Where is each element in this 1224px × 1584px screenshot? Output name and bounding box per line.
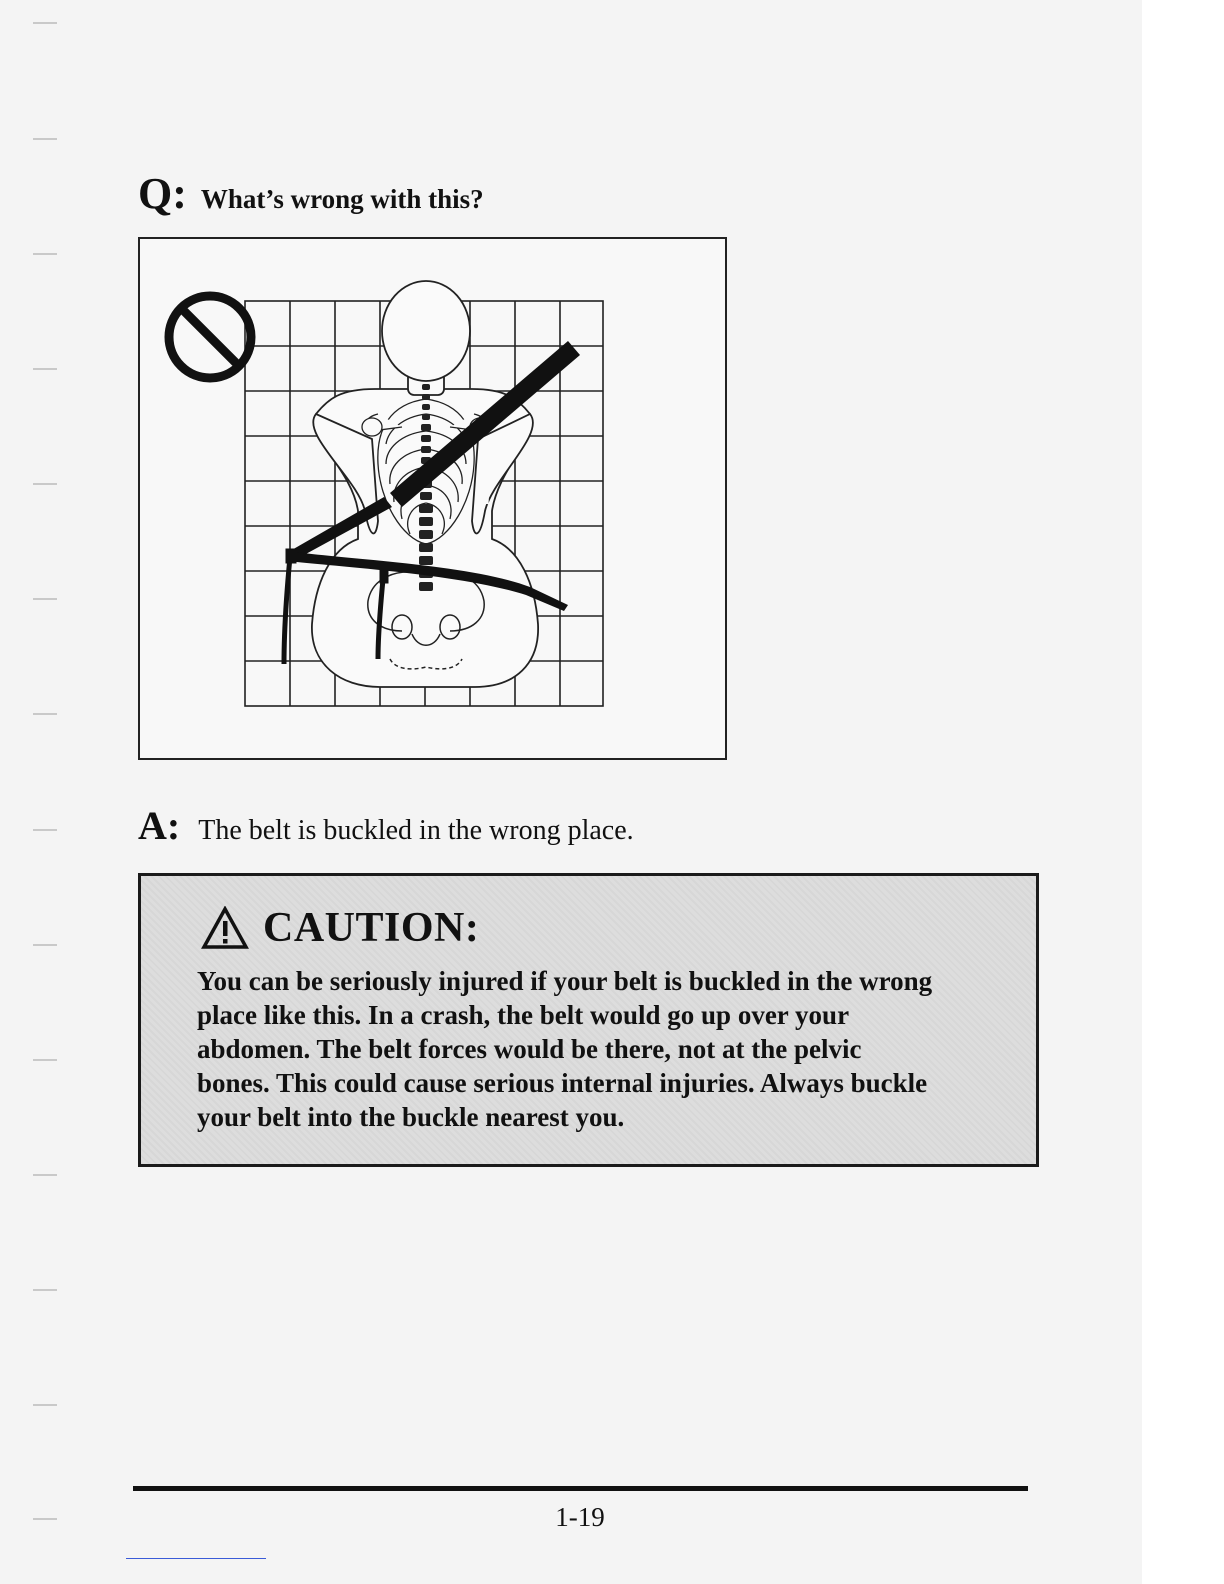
seatbelt-illustration: [138, 237, 727, 760]
margin-tick: [33, 483, 57, 485]
margin-tick: [33, 829, 57, 831]
question-text: What’s wrong with this?: [200, 184, 484, 214]
margin-tick: [33, 368, 57, 370]
caution-title: CAUTION:: [263, 905, 480, 951]
caution-text: [197, 964, 997, 1134]
link-underline[interactable]: [126, 1558, 266, 1559]
no-symbol-icon: [169, 296, 251, 378]
margin-tick: [33, 22, 57, 24]
margin-tick: [33, 598, 57, 600]
margin-tick: [33, 1404, 57, 1406]
margin-tick: [33, 1289, 57, 1291]
margin-tick: [33, 1518, 57, 1520]
margin-tick: [33, 944, 57, 946]
question: [138, 168, 484, 219]
answer: [138, 802, 634, 849]
question-label: Q:: [138, 169, 187, 218]
caution-box: [138, 873, 1039, 1167]
caution-line: place like this. In a crash, the belt would go up over your: [197, 1000, 850, 1030]
page-number: 1-19: [555, 1502, 605, 1532]
caution-line: your belt into the buckle nearest you.: [197, 1102, 625, 1132]
caution-header: [201, 904, 479, 952]
caution-line: You can be seriously injured if your belt is buckled in the wrong: [197, 966, 933, 996]
caution-line: bones. This could cause serious internal injuries. Always buckle: [197, 1068, 928, 1098]
footer-rule: [133, 1486, 1028, 1491]
caution-line: abdomen. The belt forces would be there, not at the pelvic: [197, 1034, 862, 1064]
margin-tick: [33, 253, 57, 255]
illustration-svg: [140, 239, 729, 762]
margin-tick: [33, 138, 57, 140]
margin-tick: [33, 713, 57, 715]
warning-triangle-icon: [201, 906, 249, 950]
margin-tick: [33, 1174, 57, 1176]
margin-tick: [33, 1059, 57, 1061]
answer-label: A:: [138, 803, 181, 848]
answer-text: The belt is buckled in the wrong place.: [198, 815, 634, 846]
